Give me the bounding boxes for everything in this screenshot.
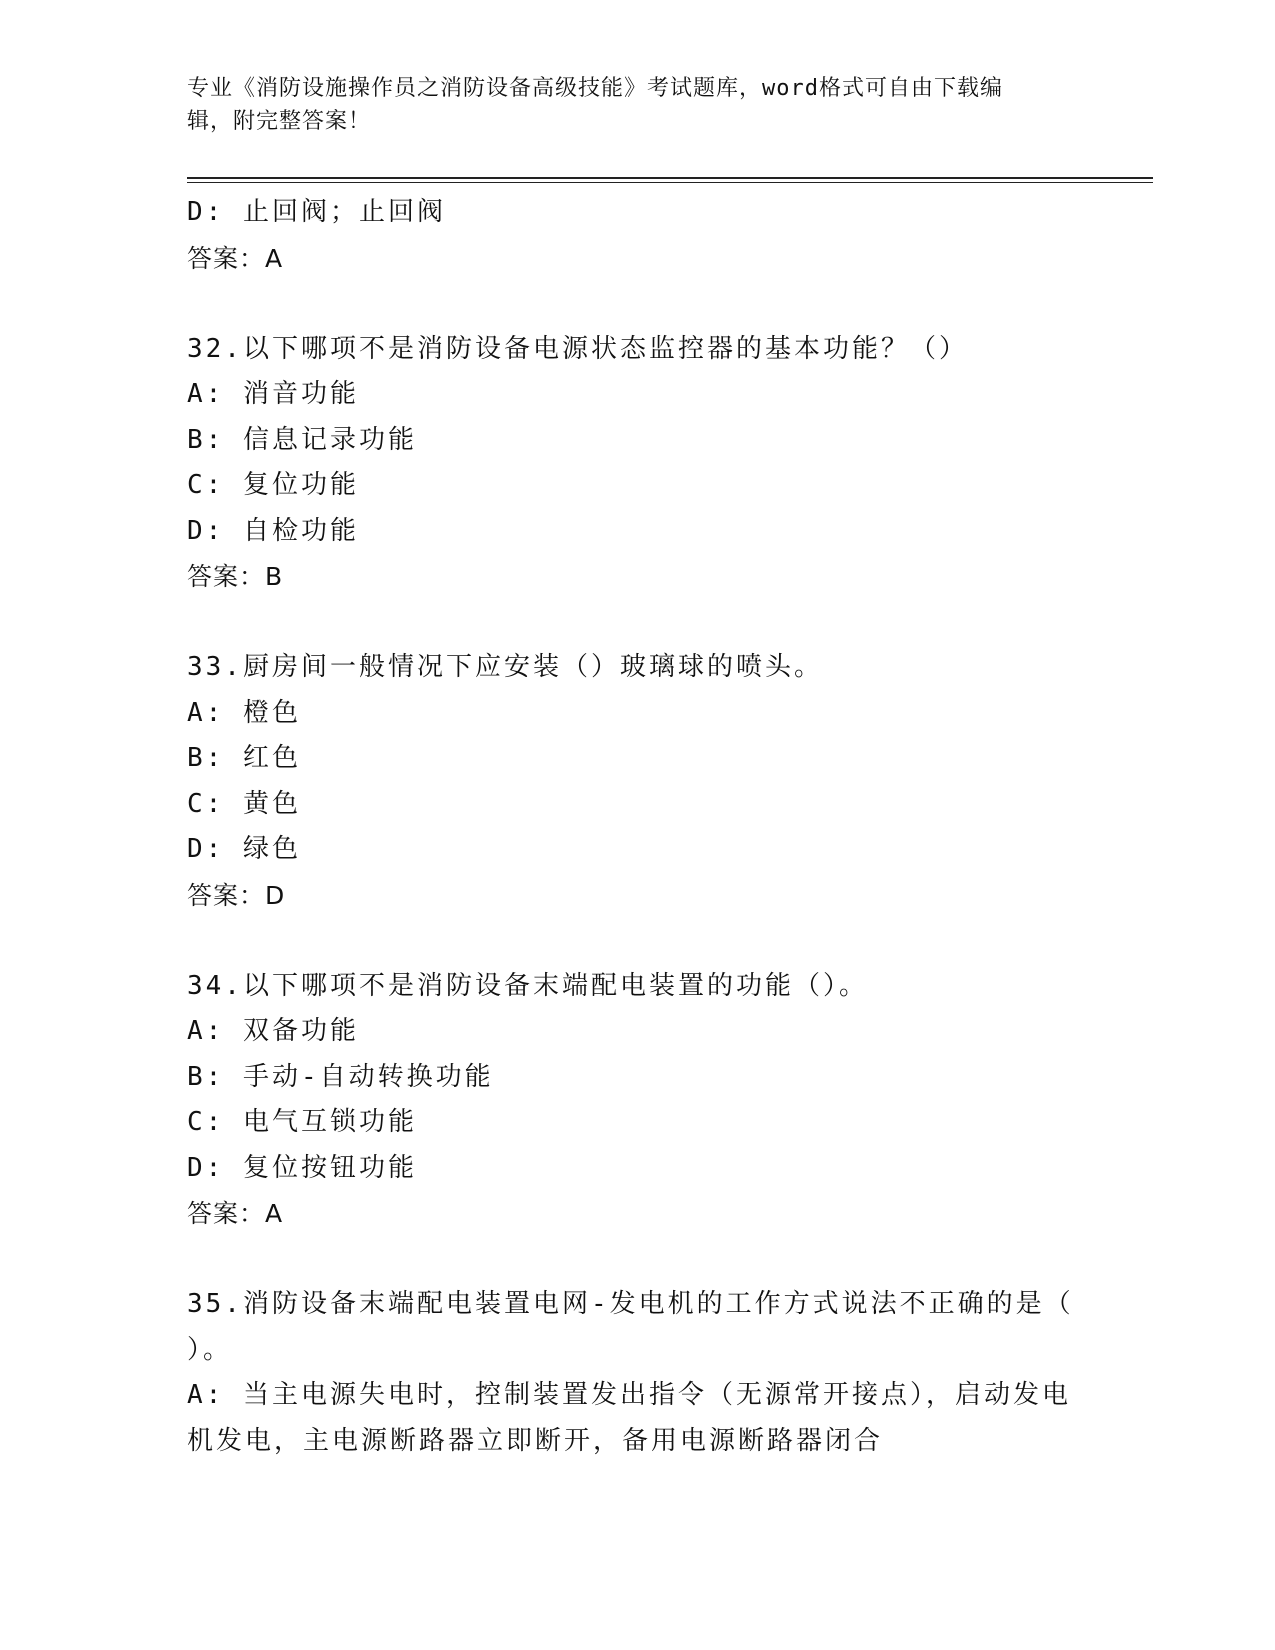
option-a: A: 双备功能 [187, 1016, 359, 1046]
answer-line: 答案：A [187, 1199, 284, 1228]
spacer [187, 600, 1087, 646]
question-31-tail [187, 190, 1087, 281]
option-d: D: 止回阀；止回阀 [187, 197, 446, 227]
document-header [187, 72, 1067, 138]
header-line-1: 专业《消防设施操作员之消防设备高级技能》考试题库，word格式可自由下载编 [187, 76, 1003, 101]
option-c: C: 电气互锁功能 [187, 1107, 417, 1137]
answer-line: 答案：B [187, 562, 284, 591]
option-c: C: 复位功能 [187, 470, 359, 500]
option-d: D: 复位按钮功能 [187, 1152, 417, 1183]
option-d: D: 绿色 [187, 834, 301, 864]
spacer [187, 918, 1087, 964]
question-stem: 34.以下哪项不是消防设备末端配电装置的功能（）。 [187, 970, 868, 1001]
header-divider-thin [187, 182, 1153, 183]
question-34 [187, 964, 1087, 1237]
question-stem-line-1: 35.消防设备末端配电装置电网-发电机的工作方式说法不正确的是（ [187, 1289, 1074, 1319]
option-b: B: 信息记录功能 [187, 424, 417, 455]
option-b: B: 手动-自动转换功能 [187, 1061, 494, 1092]
option-a: A: 消音功能 [187, 379, 359, 409]
option-c: C: 黄色 [187, 788, 301, 819]
answer-line: 答案：A [187, 243, 284, 273]
spacer [187, 1237, 1087, 1283]
option-a-line-2: 机发电，主电源断路器立即断开，备用电源断路器闭合 [187, 1425, 884, 1456]
question-33 [187, 645, 1087, 918]
question-32 [187, 327, 1087, 600]
question-stem-line-2: ）。 [187, 1334, 233, 1365]
option-a-line-1: A: 当主电源失电时，控制装置发出指令（无源常开接点），启动发电 [187, 1380, 1071, 1410]
question-35 [187, 1282, 1087, 1464]
question-list [187, 190, 1087, 1464]
question-stem: 32.以下哪项不是消防设备电源状态监控器的基本功能？（） [187, 333, 968, 364]
header-line-2: 辑，附完整答案！ [187, 109, 372, 134]
spacer [187, 281, 1087, 327]
header-divider-thick [187, 177, 1153, 179]
answer-line: 答案：D [187, 880, 286, 910]
option-a: A: 橙色 [187, 697, 301, 728]
question-stem: 33.厨房间一般情况下应安装（）玻璃球的喷头。 [187, 652, 823, 682]
option-b: B: 红色 [187, 743, 301, 773]
option-d: D: 自检功能 [187, 515, 359, 546]
